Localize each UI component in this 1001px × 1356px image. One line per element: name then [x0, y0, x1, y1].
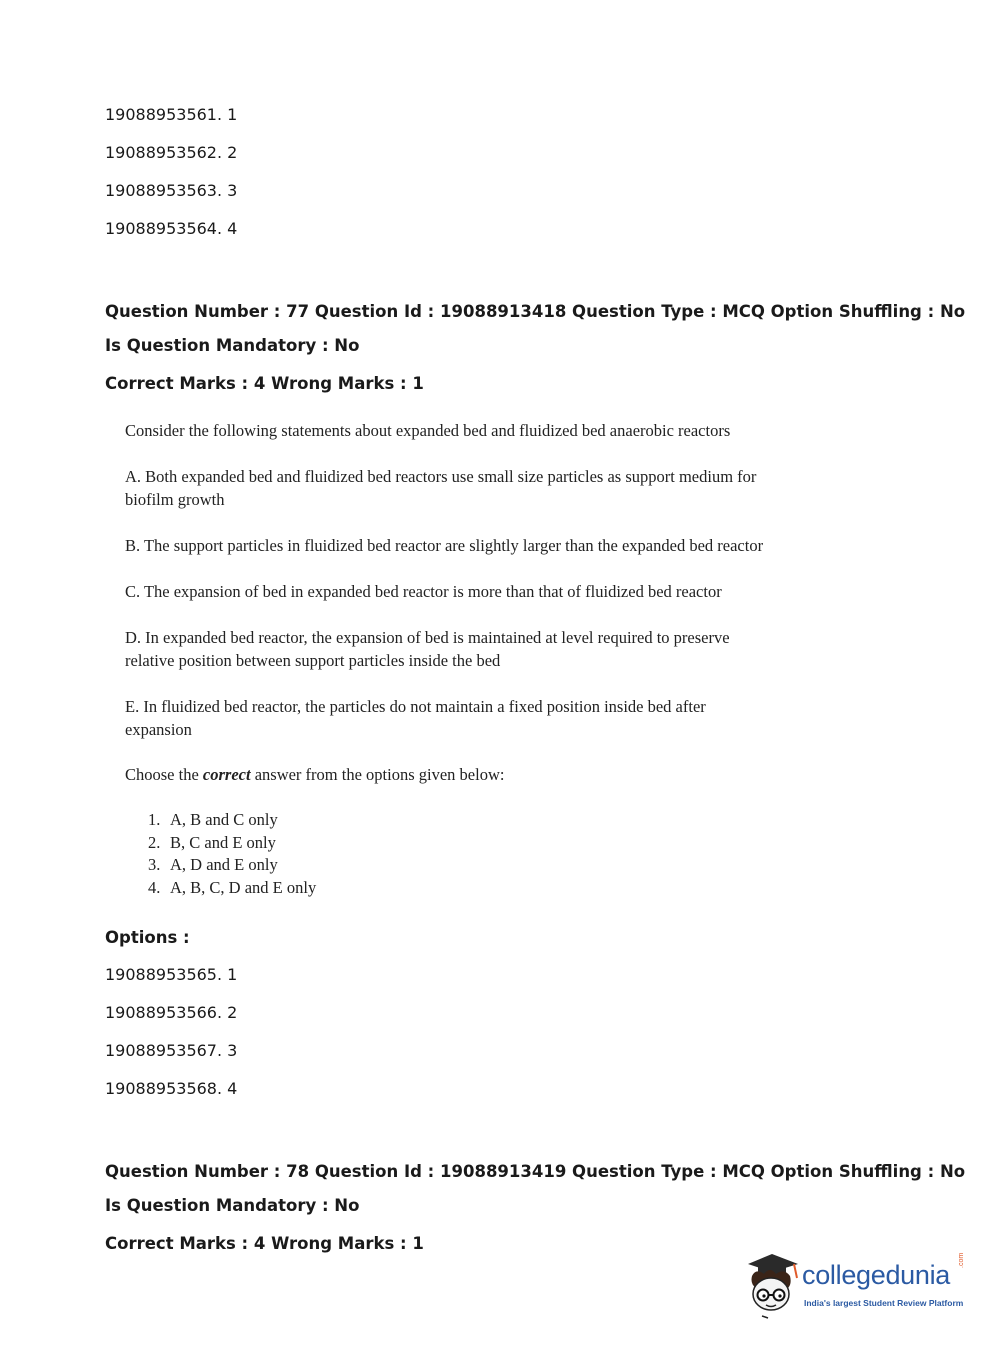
statement-d-line2: relative position between support particles inside the bed: [125, 651, 501, 670]
choose-instruction: [125, 763, 504, 786]
logo-dotcom: .com: [958, 1252, 965, 1268]
option-line: 19088953566. 2: [105, 1003, 238, 1022]
option-line: 19088953563. 3: [105, 181, 238, 200]
option-line: 19088953565. 1: [105, 965, 238, 984]
option-line: 19088953567. 3: [105, 1041, 238, 1060]
choice-text: A, B, C, D and E only: [170, 878, 317, 897]
mascot-icon: [742, 1250, 802, 1320]
choice-number: 4.: [148, 878, 161, 897]
choice-number: 1.: [148, 810, 161, 829]
question-header: Question Number : 77 Question Id : 19088913418 Question Type : MCQ Option Shuffling : No: [105, 302, 966, 321]
statement-e-line1: E. In fluidized bed reactor, the particles do not maintain a fixed position inside bed after: [125, 697, 706, 716]
collegedunia-logo: [742, 1250, 972, 1320]
question-marks: Correct Marks : 4 Wrong Marks : 1: [105, 374, 424, 393]
option-line: 19088953564. 4: [105, 219, 238, 238]
answer-choice: [148, 854, 278, 877]
option-line: 19088953562. 2: [105, 143, 238, 162]
statement-e-line2: expansion: [125, 720, 192, 739]
choice-text: B, C and E only: [170, 833, 276, 852]
statement-b: B. The support particles in fluidized bed reactor are slightly larger than the expanded bed reactor: [125, 536, 764, 555]
question-header: Question Number : 78 Question Id : 19088913419 Question Type : MCQ Option Shuffling : No: [105, 1162, 966, 1181]
statement-a-line1: A. Both expanded bed and fluidized bed reactors use small size particles as support medium for: [125, 467, 757, 486]
statement-a-line2: biofilm growth: [125, 490, 225, 509]
statement-c: C. The expansion of bed in expanded bed reactor is more than that of fluidized bed reactor: [125, 582, 722, 601]
option-line: 19088953561. 1: [105, 105, 238, 124]
choose-suffix: answer from the options given below:: [250, 765, 505, 784]
choice-number: 3.: [148, 855, 161, 874]
answer-choice: [148, 877, 316, 900]
answer-choice: [148, 809, 278, 832]
question-stem: Consider the following statements about expanded bed and fluidized bed anaerobic reactors: [125, 421, 731, 440]
choose-emphasis: correct: [202, 765, 251, 784]
answer-choice: [148, 832, 276, 855]
logo-wordmark: collegedunia: [802, 1260, 951, 1290]
choice-text: A, D and E only: [170, 855, 278, 874]
options-label: Options :: [105, 928, 190, 947]
question-marks: Correct Marks : 4 Wrong Marks : 1: [105, 1234, 424, 1253]
choice-number: 2.: [148, 833, 161, 852]
choice-text: A, B and C only: [170, 810, 278, 829]
choose-prefix: Choose the: [125, 765, 203, 784]
option-line: 19088953568. 4: [105, 1079, 238, 1098]
question-mandatory: Is Question Mandatory : No: [105, 1196, 360, 1215]
logo-tagline: India's largest Student Review Platform: [804, 1298, 964, 1308]
statement-d-line1: D. In expanded bed reactor, the expansion of bed is maintained at level required to preserve: [125, 628, 730, 647]
question-mandatory: Is Question Mandatory : No: [105, 336, 360, 355]
